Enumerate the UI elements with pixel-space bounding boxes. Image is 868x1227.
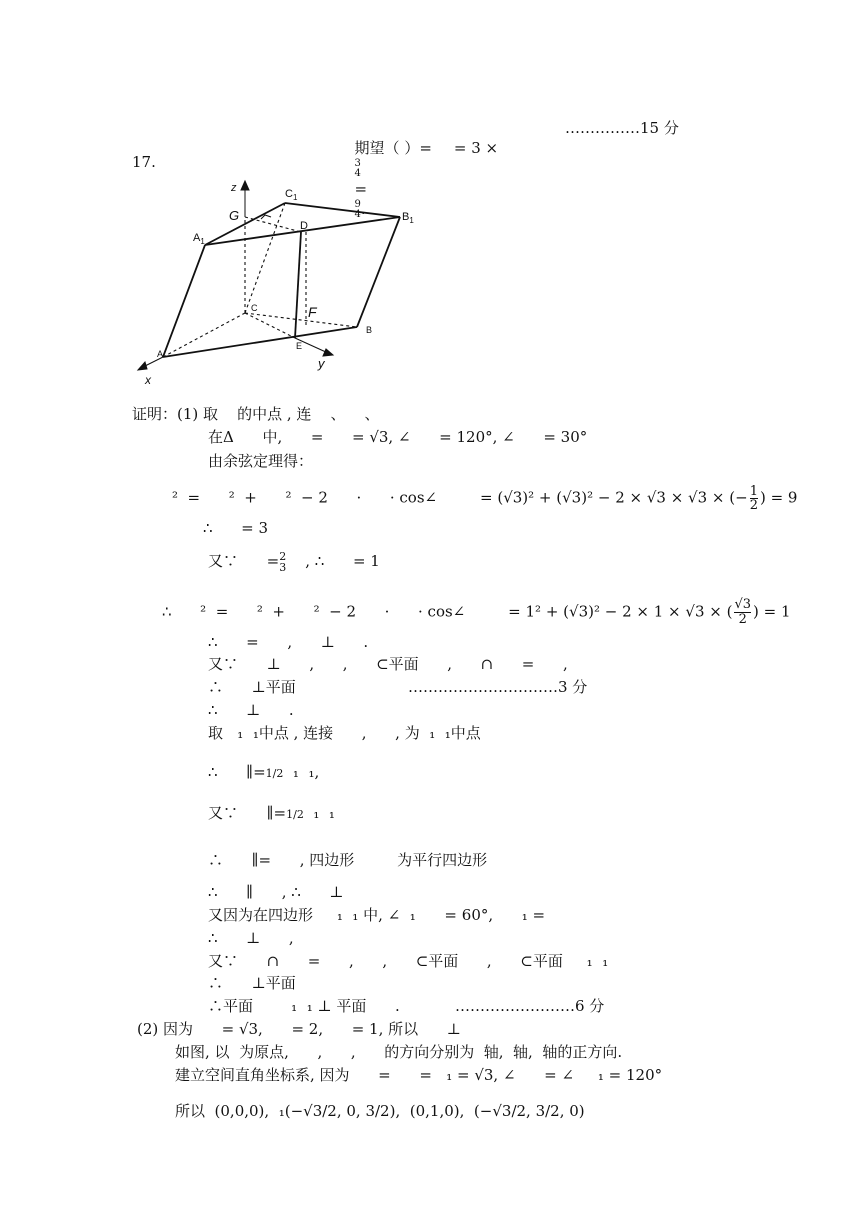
proof-line-12: 取 ₁ ₁中点 , 连接 , , 为 ₁ ₁中点 xyxy=(208,724,481,742)
part2-line-4: 所以 (0,0,0), ₁(−√3/2, 0, 3/2), (0,1,0), (−√3/2, 3/2, 0) xyxy=(175,1102,585,1120)
label-G: G xyxy=(229,208,240,223)
label-F: F xyxy=(308,304,317,320)
proof-line-16: ∴ ∥ , ∴ ⊥ xyxy=(208,883,344,901)
proof-line-11: ∴ ⊥ . xyxy=(208,701,294,719)
proof-line-7: ∴ ² = ² + ² − 2 · · cos∠ = 1² + (√3)² − 2 × 1 × √3 × ( $\frac{√3}{2}$ ) = 1 xyxy=(162,597,791,627)
label-x: x xyxy=(145,373,151,387)
expectation-tail: . xyxy=(360,200,366,218)
proof-line-5: ∴ = 3 xyxy=(203,519,269,537)
fraction-3-4: 3 4 xyxy=(354,158,361,179)
label-E: E xyxy=(296,341,303,351)
label-A: A xyxy=(157,349,164,359)
proof-line-1: 证明：(1) 取 的中点 , 连 、 、 xyxy=(132,405,380,423)
proof-line-15: ∴ ∥= , 四边形 为平行四边形 xyxy=(208,851,488,869)
score-15: ……………15 分 xyxy=(565,119,679,137)
proof-line-14: 又∵ ∥=1/2 ₁ ₁ xyxy=(208,804,335,822)
part2-line-1: (2) 因为 = √3, = 2, = 1, 所以 ⊥ xyxy=(137,1020,461,1038)
proof-line-20: ∴ ⊥平面 xyxy=(208,974,296,992)
label-C: C xyxy=(251,303,258,313)
label-B: B xyxy=(366,325,373,335)
expectation-eq1: = 3 × xyxy=(453,139,499,157)
proof-line-19: 又∵ ∩ = , , ⊂平面 , ⊂平面 ₁ ₁ xyxy=(208,952,609,970)
proof-line-17: 又因为在四边形 ₁ ₁ 中, ∠ ₁ = 60°, ₁ = xyxy=(208,906,546,924)
proof-line-9: 又∵ ⊥ , , ⊂平面 , ∩ = , xyxy=(208,655,568,673)
label-B1: $B_1$ xyxy=(402,211,414,225)
proof-line-4: ² = ² + ² − 2 · · cos∠ = (√3)² + (√3)² − 2 × √3 × √3 × (− $\frac{1}{2}$ ) = 9 xyxy=(172,484,798,513)
proof-line-3: 由余弦定理得： xyxy=(208,452,314,470)
part2-line-3: 建立空间直角坐标系, 因为 = = ₁ = √3, ∠ = ∠ ₁ = 120° xyxy=(175,1066,663,1084)
label-C1: $C_1$ xyxy=(285,188,298,202)
problem-number: 17. xyxy=(132,153,156,171)
proof-line-2: 在Δ 中, = = √3, ∠ = 120°, ∠ = 30° xyxy=(208,428,588,446)
prism-figure xyxy=(125,175,425,390)
score-6: ……………………6 分 xyxy=(455,997,605,1015)
proof-line-13: ∴ ∥=1/2 ₁ ₁, xyxy=(208,763,320,781)
proof-line-8: ∴ = , ⊥ . xyxy=(208,633,369,651)
expectation-eq2: = xyxy=(354,180,368,198)
score-3: …………………………3 分 xyxy=(408,678,588,696)
proof-line-18: ∴ ⊥ , xyxy=(208,929,294,947)
proof-line-21: ∴平面 ₁ ₁ ⊥ 平面 . xyxy=(208,997,400,1015)
part2-line-2: 如图, 以 为原点, , , 的方向分别为 轴, 轴, 轴的正方向. xyxy=(175,1043,623,1061)
expectation-label: 期望（ ）= xyxy=(354,139,432,157)
fraction-9-4: 9 4 xyxy=(354,199,361,220)
proof-line-6: 又∵ = 2 3 , ∴ = 1 xyxy=(208,550,380,574)
label-z: z xyxy=(231,182,237,194)
label-D: D xyxy=(300,220,308,232)
label-A1: $A_1$ xyxy=(193,232,205,246)
label-y: y xyxy=(318,356,325,371)
proof-line-10: ∴ ⊥平面 xyxy=(208,678,296,696)
